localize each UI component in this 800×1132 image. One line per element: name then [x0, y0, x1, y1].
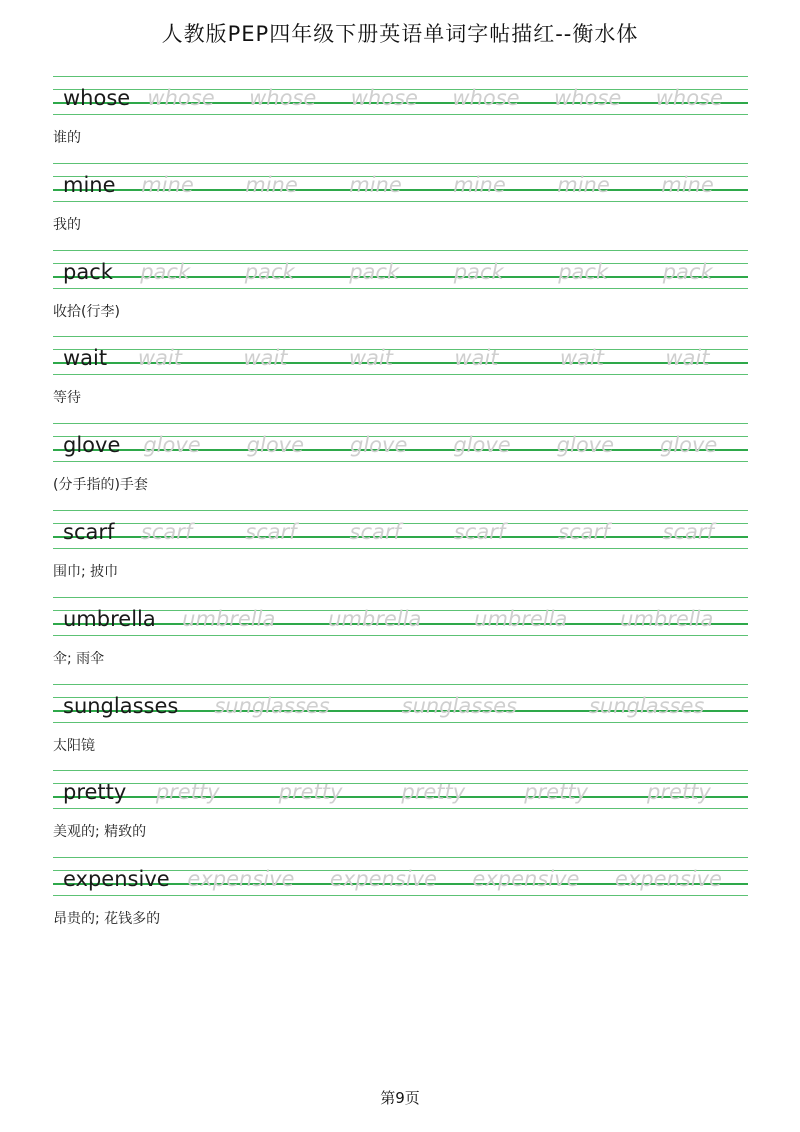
trace-word: whose: [147, 86, 215, 110]
trace-word: whose: [655, 86, 723, 110]
trace-word: glove: [556, 433, 615, 458]
trace-word: scarf: [662, 519, 714, 544]
trace-word: pretty: [401, 780, 466, 805]
word-row: [63, 163, 748, 196]
trace-word: pack: [558, 259, 609, 284]
writing-guide-lines: [53, 510, 748, 549]
chinese-meaning: 收拾(行李): [53, 303, 120, 320]
word-list: [0, 76, 800, 944]
word-entry: [0, 423, 800, 510]
chinese-meaning: 等待: [53, 390, 81, 407]
writing-guide-lines: [53, 163, 748, 202]
trace-words: [170, 869, 740, 890]
trace-words: [126, 782, 740, 803]
trace-word: sunglasses: [214, 693, 330, 718]
guide-line: [53, 895, 748, 896]
word-row: [63, 770, 748, 803]
writing-guide-lines: [53, 423, 748, 462]
trace-word: umbrella: [182, 606, 276, 631]
trace-word: glove: [659, 433, 718, 458]
trace-word: pretty: [155, 780, 220, 805]
trace-word: sunglasses: [401, 693, 517, 718]
word-row: [63, 857, 748, 890]
chinese-meaning: 伞; 雨伞: [53, 650, 105, 667]
english-word: pretty: [63, 780, 127, 805]
trace-word: glove: [453, 433, 511, 458]
trace-word: mine: [557, 172, 610, 197]
trace-word: expensive: [187, 867, 295, 892]
trace-word: pretty: [647, 780, 711, 805]
chinese-meaning: 我的: [53, 216, 81, 233]
chinese-meaning: 谁的: [53, 130, 81, 146]
english-word: mine: [63, 172, 116, 197]
trace-words: [120, 435, 740, 456]
writing-guide-lines: [53, 770, 748, 809]
trace-word: pack: [140, 259, 191, 284]
trace-word: whose: [452, 86, 520, 110]
word-entry: [0, 857, 800, 944]
trace-word: pack: [453, 259, 504, 284]
trace-word: pack: [349, 259, 400, 284]
trace-word: whose: [554, 86, 622, 110]
trace-word: whose: [249, 86, 317, 110]
english-word: umbrella: [63, 606, 156, 631]
trace-word: sunglasses: [588, 693, 705, 718]
word-entry: [0, 163, 800, 250]
word-row: [63, 336, 748, 369]
trace-word: expensive: [614, 867, 722, 892]
chinese-meaning: 围巾; 披巾: [53, 563, 119, 580]
guide-line: [53, 461, 748, 462]
trace-word: umbrella: [620, 606, 714, 631]
trace-word: scarf: [349, 519, 401, 544]
trace-word: wait: [243, 346, 288, 371]
word-entry: [0, 770, 800, 857]
english-word: whose: [63, 86, 131, 110]
word-row: [63, 76, 748, 109]
word-row: [63, 250, 748, 283]
trace-word: glove: [246, 433, 305, 458]
guide-line: [53, 114, 748, 115]
trace-words: [114, 519, 740, 544]
trace-word: umbrella: [474, 606, 568, 631]
english-word: wait: [63, 346, 108, 371]
trace-words: [156, 606, 740, 631]
guide-line: [53, 201, 748, 202]
trace-word: pretty: [278, 780, 343, 805]
guide-line: [53, 374, 748, 375]
trace-word: wait: [137, 346, 182, 371]
writing-guide-lines: [53, 250, 748, 289]
chinese-meaning: 美观的; 精致的: [53, 824, 147, 841]
word-entry: [0, 250, 800, 337]
english-word: pack: [63, 259, 113, 284]
trace-word: scarf: [245, 519, 297, 544]
word-entry: [0, 597, 800, 684]
writing-guide-lines: [53, 597, 748, 636]
word-row: [63, 423, 748, 456]
trace-word: wait: [665, 346, 710, 371]
english-word: sunglasses: [63, 693, 179, 718]
trace-word: mine: [141, 172, 194, 197]
trace-words: [116, 172, 740, 197]
chinese-meaning: 太阳镜: [53, 737, 95, 754]
trace-word: glove: [143, 433, 201, 458]
trace-word: expensive: [329, 867, 437, 892]
page-number: 第9页: [380, 1089, 420, 1107]
writing-guide-lines: [53, 336, 748, 375]
trace-word: whose: [350, 86, 418, 110]
guide-line: [53, 808, 748, 809]
word-row: [63, 510, 748, 543]
trace-words: [113, 259, 740, 284]
guide-line: [53, 548, 748, 549]
trace-word: pack: [662, 259, 713, 284]
word-row: [63, 597, 748, 630]
writing-guide-lines: [53, 857, 748, 896]
writing-guide-lines: [53, 76, 748, 115]
guide-line: [53, 635, 748, 636]
trace-word: wait: [559, 346, 604, 371]
trace-word: mine: [661, 172, 714, 197]
trace-words: [178, 693, 740, 718]
trace-word: pack: [244, 259, 295, 284]
guide-line: [53, 288, 748, 289]
english-word: glove: [63, 433, 121, 458]
chinese-meaning: 昂贵的; 花钱多的: [53, 911, 161, 928]
chinese-meaning: (分手指的)手套: [53, 477, 148, 494]
guide-line: [53, 722, 748, 723]
word-entry: [0, 76, 800, 163]
trace-word: scarf: [453, 519, 506, 544]
trace-word: glove: [350, 433, 408, 458]
trace-word: pretty: [524, 780, 588, 805]
trace-word: scarf: [140, 519, 193, 544]
word-row: [63, 684, 748, 717]
word-entry: [0, 336, 800, 423]
trace-word: scarf: [558, 519, 610, 544]
trace-words: [130, 88, 740, 109]
word-entry: [0, 510, 800, 597]
english-word: scarf: [63, 519, 115, 544]
trace-word: expensive: [472, 867, 580, 892]
trace-word: wait: [454, 346, 499, 371]
trace-word: mine: [349, 172, 402, 197]
trace-word: mine: [245, 172, 298, 197]
word-entry: [0, 684, 800, 771]
writing-guide-lines: [53, 684, 748, 723]
trace-word: umbrella: [328, 606, 422, 631]
trace-word: wait: [348, 346, 393, 371]
english-word: expensive: [63, 867, 170, 892]
trace-words: [107, 348, 740, 369]
trace-word: mine: [453, 172, 506, 197]
page-title: 人教版PEP四年级下册英语单词字帖描红--衡水体: [161, 22, 639, 46]
